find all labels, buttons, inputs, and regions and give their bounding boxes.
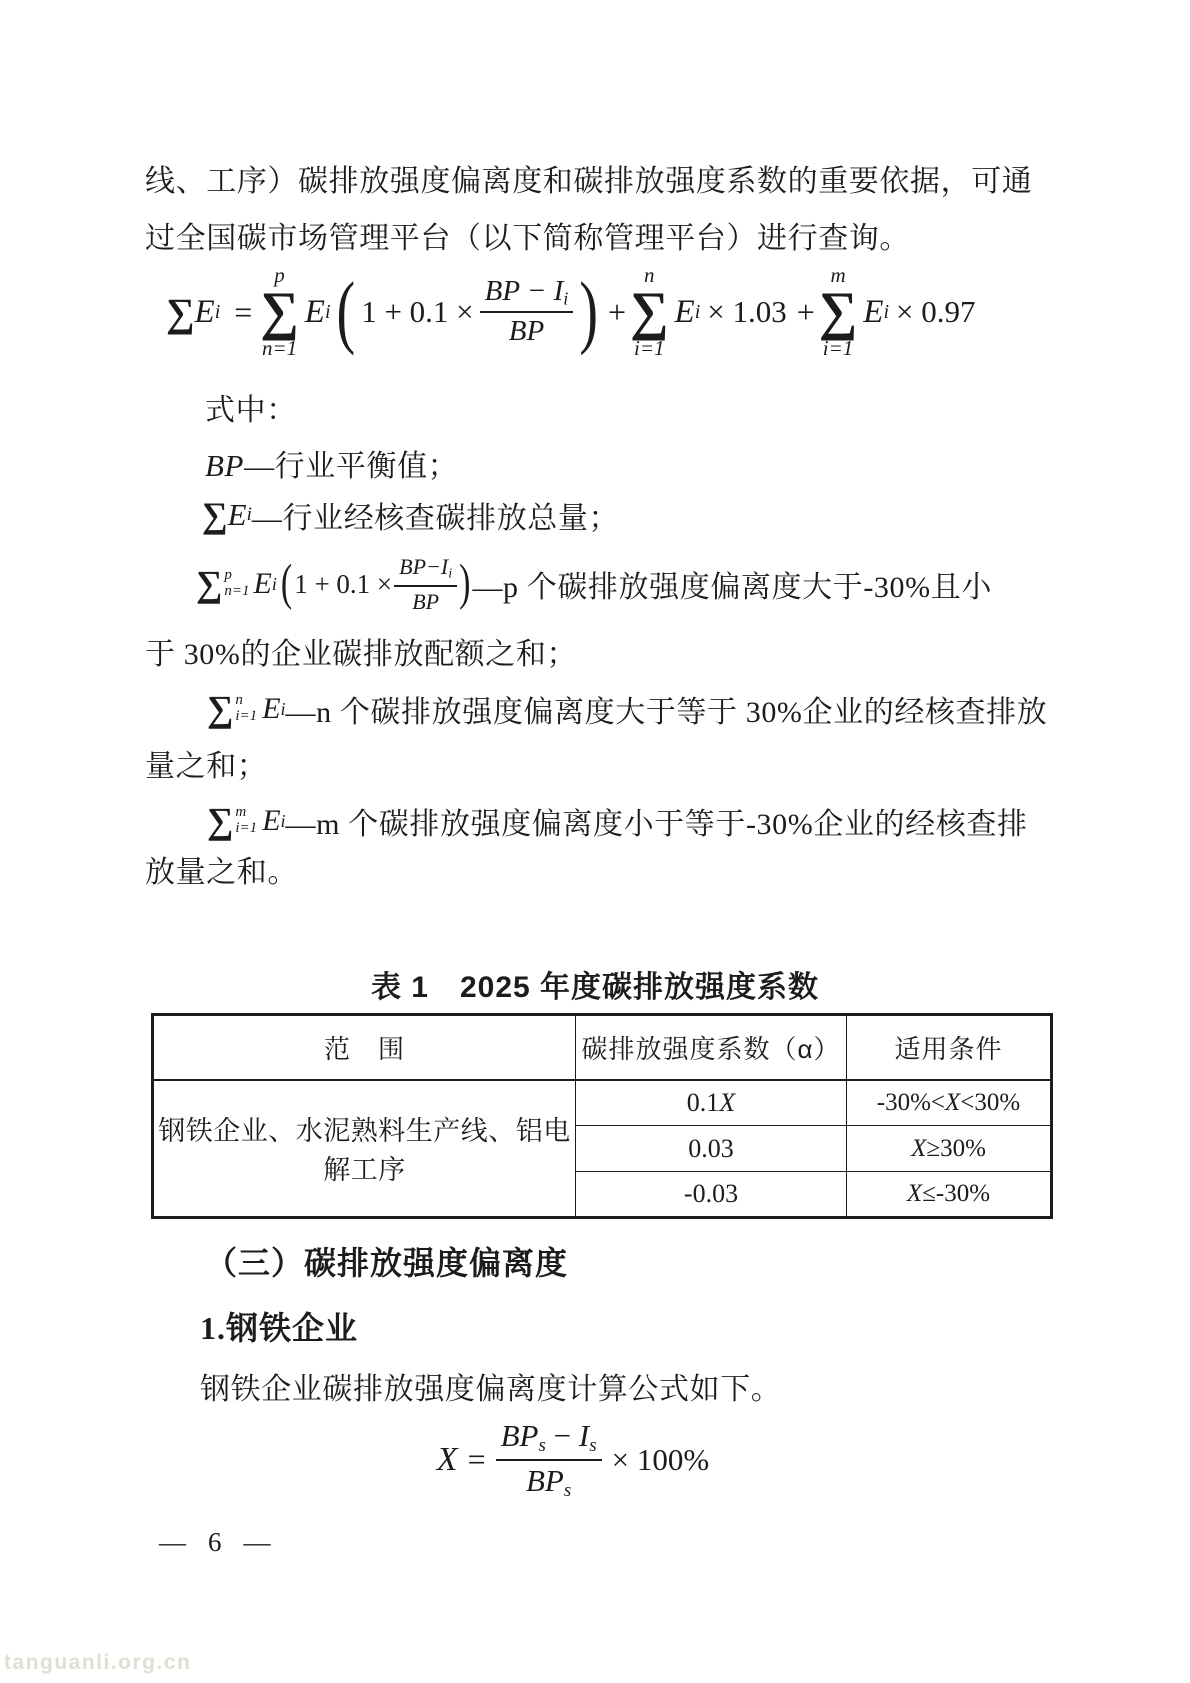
cond-variable: X [945, 1088, 961, 1116]
scope-cell: 钢铁企业、水泥熟料生产线、铝电解工序 [153, 1080, 576, 1218]
fraction-denominator: BP [508, 315, 545, 348]
cond-variable: X [911, 1134, 927, 1162]
table-header-row [153, 1015, 1052, 1080]
condition-cell [847, 1172, 1052, 1218]
inner-scalar: 1 + 0.1 × [361, 294, 474, 329]
coef-number: 0.03 [688, 1133, 734, 1163]
var-I: I [578, 1418, 590, 1453]
var-E: E [262, 804, 281, 837]
sub-i: i [280, 810, 286, 831]
page-number [148, 1527, 282, 1558]
sub-i: i [280, 698, 286, 719]
sigma-symbol: ∑ [207, 800, 234, 842]
definition-sum-n-cont: 量之和； [145, 750, 268, 783]
var-BP: BP [500, 1418, 539, 1453]
sum-upper-limit: n [235, 692, 243, 709]
header-scope: 范 围 [153, 1015, 576, 1080]
fraction-denominator [521, 1461, 576, 1502]
fraction-denominator: BP [412, 588, 440, 614]
sum-lower-limit: n=1 [261, 335, 298, 360]
right-paren: ) [459, 555, 471, 611]
var-E: E [863, 293, 884, 330]
sum-lower-limit: i=1 [235, 820, 258, 836]
right-paren: ) [579, 266, 598, 357]
sum-lower-limit: i=1 [634, 335, 665, 360]
minus-sign: − [553, 1418, 579, 1453]
sum-upper-limit: m [830, 263, 846, 288]
table-row [153, 1080, 1052, 1126]
definition-bp [205, 441, 458, 485]
fraction-numerator [496, 1418, 602, 1461]
var-E: E [674, 293, 695, 330]
sigma-symbol: ∑ [260, 281, 299, 342]
definition-sum-p [196, 541, 992, 627]
coefficient-table [151, 1013, 1053, 1219]
plus-sign: + [796, 293, 815, 330]
left-paren: ( [280, 555, 293, 611]
definition-sum-p-cont: 于 30%的企业碳排放配额之和； [145, 638, 578, 671]
definition-text: —行业平衡值； [244, 450, 459, 483]
sub-i: i [694, 300, 701, 323]
definition-text: —行业经核查碳排放总量； [251, 502, 620, 535]
sub-s: s [538, 1434, 546, 1456]
sum-limits [235, 693, 257, 725]
sum-upper-limit: m [235, 804, 247, 821]
sum-lower-limit: i=1 [235, 708, 258, 724]
definition-text: —n 个碳排放强度偏离度大于等于 30%企业的经核查排放 [285, 696, 1048, 729]
multiplier: × 1.03 [707, 294, 787, 329]
intro-line-1: 线、工序）碳排放强度偏离度和碳排放强度系数的重要依据，可通 [145, 165, 1033, 198]
formula-lhs [166, 289, 220, 336]
fraction-numerator [394, 554, 457, 587]
sub-i: i [324, 300, 331, 323]
definition-sum-m-cont: 放量之和。 [145, 856, 298, 889]
sum-limits [235, 805, 257, 837]
definition-sum-e [202, 492, 619, 538]
header-condition: 适用条件 [847, 1015, 1052, 1080]
var-BP: BP [525, 1462, 564, 1498]
sub-i: i [246, 504, 252, 525]
page-dash-left: — [159, 1527, 186, 1557]
condition-cell [847, 1080, 1052, 1126]
sum-limits [224, 568, 249, 600]
definition-sum-m [207, 793, 1028, 849]
sum-m-inline [207, 800, 258, 842]
sigma-symbol: ∑ [630, 281, 669, 342]
sum-upper-limit: n [644, 263, 655, 288]
where-label: 式中： [205, 394, 297, 427]
var-BP: BP [205, 448, 245, 483]
term-Ei [305, 294, 331, 331]
definition-text: —m 个碳排放强度偏离度小于等于-30%企业的经核查排 [285, 808, 1028, 841]
formula-total-emissions [166, 254, 976, 370]
plus-sign: + [607, 293, 627, 330]
sum-n-inline [207, 688, 258, 730]
formula-deviation [437, 1418, 709, 1501]
subsection-heading-1: 1.钢铁企业 [200, 1310, 359, 1346]
cond-post: ≥30% [926, 1134, 986, 1162]
equals-sign: = [234, 293, 253, 330]
watermark: tanguanli.org.cn [4, 1651, 192, 1674]
definition-sum-n [207, 681, 1047, 737]
fraction-bp-deviation [480, 275, 574, 349]
sum-p-operator [260, 265, 299, 358]
intro-line-2: 过全国碳市场管理平台（以下简称管理平台）进行查询。 [145, 222, 910, 255]
cond-pre: -30%< [876, 1088, 946, 1116]
coefficient-cell [576, 1080, 847, 1126]
equals-sign: = [467, 1441, 486, 1478]
subsection-text: 钢铁企业碳排放强度偏离度计算公式如下。 [200, 1373, 782, 1406]
left-paren: ( [336, 266, 356, 357]
coef-number: -0.03 [683, 1179, 739, 1208]
section-heading-3: （三）碳排放强度偏离度 [205, 1245, 569, 1281]
sub-i: i [883, 300, 890, 323]
inner-scalar: 1 + 0.1 × [294, 568, 393, 599]
header-coefficient: 碳排放强度系数（α） [576, 1015, 847, 1080]
sigma-symbol: ∑ [196, 563, 223, 605]
sigma-symbol: ∑ [202, 495, 228, 535]
sum-p-inline [196, 563, 250, 605]
sub-i: i [448, 566, 453, 582]
term-Ei-103 [675, 294, 787, 331]
cond-variable: X [906, 1180, 923, 1207]
var-E: E [262, 692, 281, 725]
sum-upper-limit: p [224, 567, 232, 584]
sub-s: s [563, 1479, 572, 1501]
cond-post: ≤-30% [922, 1180, 991, 1207]
table-title: 表 1 2025 年度碳排放强度系数 [370, 971, 820, 1004]
page-dash-right: — [243, 1527, 271, 1557]
coef-number: 0.1 [686, 1087, 720, 1117]
sum-upper-limit: p [274, 263, 285, 288]
fraction-bps [496, 1418, 602, 1501]
var-BP-minus-I: BP − I [484, 275, 564, 308]
multiplier: × 0.97 [896, 294, 976, 329]
coefficient-cell [576, 1172, 847, 1218]
sum-lower-limit: n=1 [224, 583, 250, 599]
sub-i: i [271, 573, 277, 594]
coefficient-cell [576, 1126, 847, 1172]
var-X: X [436, 1440, 458, 1478]
sum-lower-limit: i=1 [822, 335, 854, 360]
var-E: E [304, 293, 325, 330]
coef-variable: X [719, 1087, 736, 1117]
var-BP-minus-I: BP−I [399, 554, 449, 580]
percent-multiplier: × 100% [611, 1441, 710, 1477]
formula-deviation-wrapper [0, 1418, 1190, 1501]
sum-n-operator [630, 265, 669, 358]
condition-cell [847, 1126, 1052, 1172]
fraction-numerator [480, 275, 574, 313]
sigma-symbol: ∑ [818, 281, 858, 342]
sigma-symbol: ∑ [166, 289, 195, 335]
sum-m-operator [819, 265, 858, 358]
sub-s: s [589, 1434, 597, 1456]
sub-i: i [214, 300, 221, 323]
fraction-bp-deviation [394, 554, 457, 614]
var-E: E [253, 567, 272, 600]
term-Ei-097 [863, 294, 975, 331]
sub-i: i [563, 288, 569, 309]
sigma-symbol: ∑ [207, 688, 234, 730]
var-E: E [227, 497, 247, 532]
cond-post: <30% [960, 1088, 1021, 1116]
definition-text: —p 个碳排放强度偏离度大于-30%且小 [472, 571, 992, 604]
var-E: E [194, 293, 215, 330]
page-number-value: 6 [208, 1527, 222, 1557]
